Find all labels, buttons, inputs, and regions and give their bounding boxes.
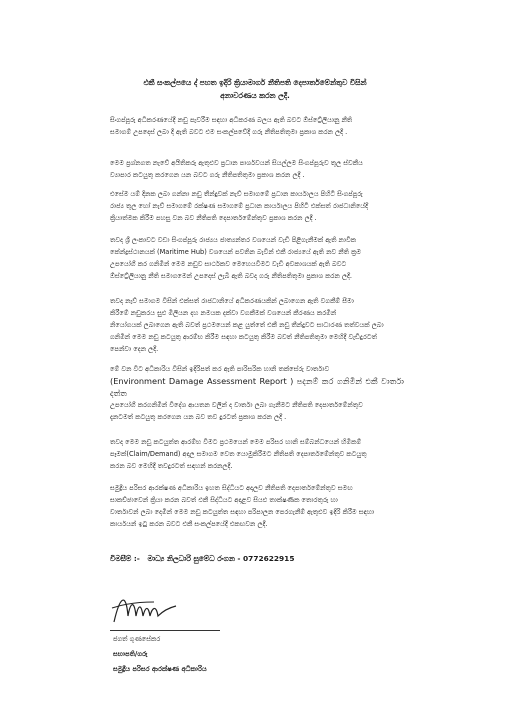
paragraph-1 xyxy=(110,114,404,138)
paragraph-5 xyxy=(110,295,404,355)
paragraph-line: ඕස්ට්‍රේලියානු නීති සමාගමෙන් උපදෙස් ලැබී ඇති බවද ගරු නීතිපතිතුමා ප්‍රකාශ කරන ලදී. xyxy=(110,272,353,280)
paragraph-line: නියෝගයක් ලබාගෙන ඇති බවත් ප්‍රථමයෙන් කළ යුත්තේ එකී නඩු තීන්දුවට සාධාරණ තත්වයක් ලබා xyxy=(110,321,384,329)
paragraph-line: ව්‍යාපාර කටයුතු කරගෙන යන බවට ගරු නීතිපතිතුමා ප්‍රකාශ කරන ලදී . xyxy=(110,171,305,179)
paragraph-line: සිංගප්පූරු අධිකරණයේදී නඩු පැවරීම සඳහා අධිකරණ බලය ඇති බවට ඕස්ට්‍රේලියානු නීති xyxy=(110,116,353,124)
paragraph-line: කිරීමේ නඩුකරය සුළු මිලියන දහ නමයක දක්වා වගකීමක් වශයෙන් කීරණය කරමින් xyxy=(110,309,337,317)
paragraph-2 xyxy=(110,157,404,181)
paragraph-8 xyxy=(110,482,404,530)
paragraph-line: (Environment Damage Assessment Report ) පදනම් කර ගනිමින් එකී වාර්තා දත්ත xyxy=(110,376,404,398)
paragraph-line: උපයෝගී කරගනිමින් විදේශ ආයතන වලින් ද වාර්තා ලබා ගැනීමට නීතිපති දෙපාර්තමේන්තුව xyxy=(110,401,363,409)
paragraph-line: පෑමක්(Claim/Demand) අදාල සමාගම වෙත යොමුකිරීමට නීතිපති දෙපාර්තමේන්තුව කටයුතු xyxy=(110,450,367,458)
paragraph-4 xyxy=(110,234,404,282)
paragraph-line: කරන බව මෙහිදී තවදුරටත් සඳහන් කරනලදී. xyxy=(110,462,233,470)
paragraph-7 xyxy=(110,436,404,472)
paragraph-line: පෙන්වා දෙන ලදී. xyxy=(110,345,159,353)
paragraph-line: සමුද්‍රීය පරිසර ආරක්ෂණ අධිකාරිය ඉහත සිද්ධියට අදාලව නීතිපති දෙපාර්තමේන්තුව සමඟ xyxy=(110,484,353,492)
paragraph-line: ගනිමින් මෙම නඩු කටයුතු ආරම්භ කිරීම සඳහා කටයුතු කිරීම බවත් නීතිපතිතුමා මෙහිදී වැඩිදුරටත් xyxy=(110,333,377,341)
paragraph-line: ක්‍රියාත්මක කිරීම පහසු වන බව නීතිපති දෙපාර්තමේන්තුව ප්‍රකාශ කරන ලදී . xyxy=(110,214,317,222)
paragraph-line: එසේම යම් දිනක ලබා ගන්නා නඩු තීන්දුවක් නැව් සමාගමේ ප්‍රධාන කාර්යාලය පිහිටි සිංගප්පූරු xyxy=(110,190,363,198)
signature-image xyxy=(110,586,184,630)
paragraph-line: සාකච්ඡාවෙන් ක්‍රියා කරන බවත් එකී සිද්ධියට අදාළව සියළු තාක්ෂණික තොරතුරු හා xyxy=(110,496,338,504)
paragraph-6 xyxy=(110,363,404,423)
paragraph-line: සමාගම් උපදෙස් ලබා දී ඇති බවට එම සංකල්පවේදී ගරු නීතිපතිතුමා ප්‍රකාශ කරන ලදී . xyxy=(110,128,348,136)
paragraph-line: මෙම ප්‍රශ්නගත නැවේ අයිතිකරු ඇතුළුව ප්‍රධාන පාර්ශවයන් සියල්ලම සිංගප්පූරුව තුල ස්වකීය xyxy=(110,159,363,167)
paragraph-3 xyxy=(110,188,404,224)
paragraph-line: වාර්තාවන් ලබා දෙමින් මෙම නඩු කටයුත්ත සඳහා පරිපාලන පෙරගැනීම් ඇතුළුව ඉදිරි කිරීම සඳහා xyxy=(110,508,375,516)
paragraph-line: තවද මෙම නඩු කටයුත්ත ආරම්භ වීමට ප්‍රථමයෙන් මෙම පරිසර හානි සම්බන්ධයෙන් හිමිකම් xyxy=(110,438,362,446)
contact-line xyxy=(110,554,294,564)
paragraph-line: කේන්ද්‍රස්ථානයක් (Maritime Hub) වශයෙන් පවතින බැවින් එකී රාජ්‍යයේ ඇති නව නීති ක්‍රම xyxy=(110,248,362,256)
paragraph-line: තවද නැව් සමාගම විසින් එක්සත් රාජධානියේ අධිකරණයකින් ලබාගෙන ඇති වගකීම් සීමා xyxy=(110,297,354,305)
signatory-organization: සමුද්‍රීය පරිසර ආරක්ෂණ අධිකාරිය xyxy=(113,665,207,673)
signatory-name: ජගත් ගුණසේකර xyxy=(113,635,161,643)
contact-label: විමසීම් :- xyxy=(110,554,140,563)
contact-text: මාධ්‍ය නිලධාරි සුමේධ රංගන - 0772622915 xyxy=(147,554,295,563)
title-line-2: අනාවරණය කරන ලදී. xyxy=(220,91,290,100)
signature-line xyxy=(110,630,220,631)
paragraph-line: රාජ්‍ය තුල හෝ නැව් සමාගමේ රක්ෂණ සමාගමේ ප්‍රධාන කාර්යාලය පිහිටි එක්සත් රාජධානියේදී xyxy=(110,202,369,210)
paragraph-line: උපයෝගී කර ගනිමින් මෙම නඩුව සාර්ථකව මෙහෙයවීමට වැඩි අවකාශයක් ඇති බවට xyxy=(110,260,347,268)
paragraph-line: දැනටමත් කටයුතු කරගෙන යන බව තව දුරටත් ප්‍රකාශ කරන ලදී . xyxy=(110,413,287,421)
paragraph-line: තවද ශ්‍රී ලංකාවට වඩා සිංගප්පූරු රාජ්‍යය ජාත්‍යන්තර වශයෙන් වැඩි පිළිගැනීමක් ඇති නාවික xyxy=(110,236,357,244)
document-title xyxy=(100,76,410,102)
paragraph-line: මේ වන විට අධිකාරිය විසින් ඉදිරිපත් කර ඇති පාරිසරික හානි තක්සේරු වාර්තාව xyxy=(110,365,330,373)
paragraph-line: කාර්යයන් ඉටු කරන බවට එකී සංකල්පයේදී එකඟවන ලදී. xyxy=(110,520,268,528)
signatory-title: සභාපති/ගරු xyxy=(113,650,148,658)
title-line-1: එකී සංකල්පයෙ ද් පහත ඉදිරි ක්‍රියාමාර්ග නීතිපති දෙපාර්තමේන්තුව විසින් xyxy=(143,78,367,87)
